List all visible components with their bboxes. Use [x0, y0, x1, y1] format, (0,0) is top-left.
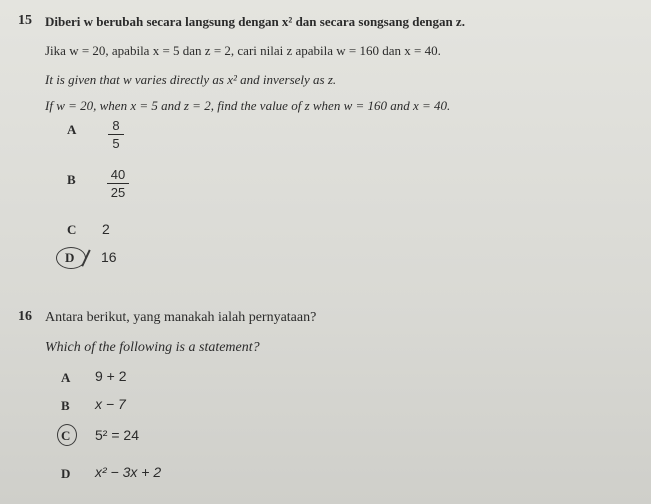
q15-option-a-denominator: 5: [112, 136, 120, 151]
q16-option-c-text: 5² = 24: [95, 427, 139, 443]
question-15-english-line-1: It is given that w varies directly as x² and inversely as z.: [45, 72, 337, 87]
q15-option-c-text: 2: [102, 221, 110, 237]
q16-option-b-text: x − 7: [95, 396, 126, 412]
q16-option-d-text: x² − 3x + 2: [95, 464, 162, 480]
fraction-bar: [108, 134, 124, 135]
q16-option-d-letter: D: [61, 466, 71, 481]
q15-option-b-denominator: 25: [110, 185, 126, 200]
question-16-english-line: Which of the following is a statement?: [45, 340, 260, 355]
q15-option-b-fraction: [107, 167, 129, 200]
question-16-malay-line: Antara berikut, yang manakah ialah pernyataan?: [45, 310, 317, 325]
q15-option-b-letter: B: [67, 172, 76, 187]
question-15-malay-line-2: Jika w = 20, apabila x = 5 dan z = 2, cari nilai z apabila w = 160 dan x = 40.: [45, 43, 441, 58]
q15-option-c-letter: C: [67, 222, 77, 237]
question-15-malay-line-1: Diberi w berubah secara langsung dengan x² dan secara songsang dengan z.: [45, 14, 465, 29]
question-15-english-line-2: If w = 20, when x = 5 and z = 2, find the value of z when w = 160 and x = 40.: [45, 98, 451, 113]
q15-option-d-letter: D: [65, 250, 75, 265]
q15-option-b-numerator: 40: [110, 167, 126, 182]
q16-option-b-letter: B: [61, 398, 70, 413]
question-15-number: 15: [18, 13, 32, 28]
q15-option-a-fraction: [108, 118, 124, 151]
q16-option-a-letter: A: [61, 370, 71, 385]
q15-option-a-letter: A: [67, 122, 77, 137]
q16-option-c-letter: C: [61, 428, 71, 443]
q16-option-a-text: 9 + 2: [95, 368, 127, 384]
q15-option-d-text: 16: [101, 249, 117, 265]
q15-option-a-numerator: 8: [112, 118, 120, 133]
fraction-bar: [107, 183, 129, 184]
question-16-number: 16: [18, 309, 32, 324]
